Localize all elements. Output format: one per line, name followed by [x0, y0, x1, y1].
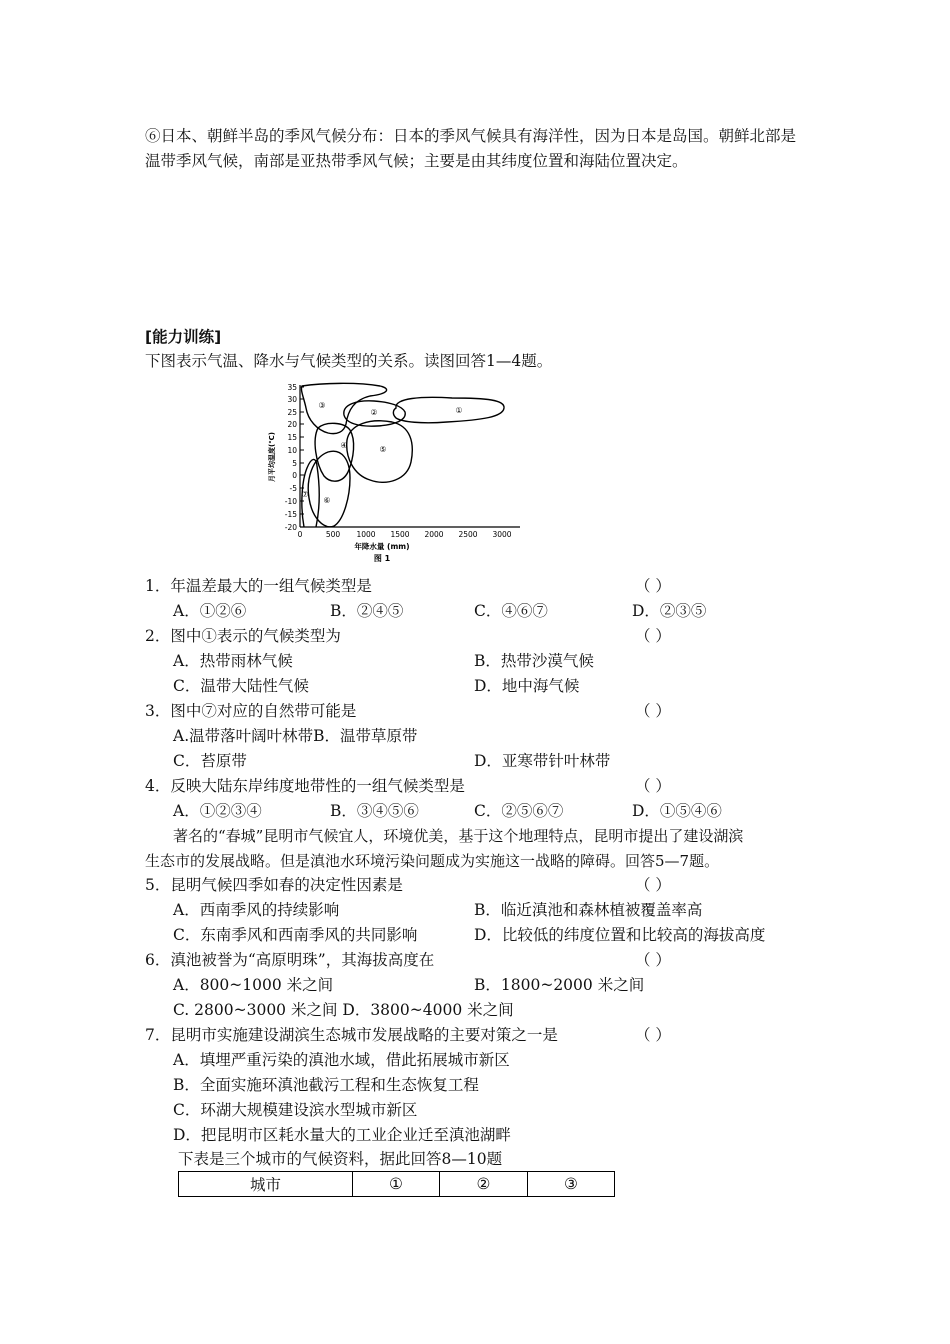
question-2-option-a: A．热带雨林气候: [173, 652, 293, 670]
kunming-passage-line-2: 生态市的发展战略。但是滇池水环境污染问题成为实施这一战略的障碍。回答5—7题。: [145, 852, 720, 870]
question-6-option-a: A．800~1000 米之间: [173, 976, 334, 994]
figure-caption: 图 1: [373, 554, 391, 563]
region-6-label: ⑥: [323, 496, 331, 505]
question-1-option-a: A．①②⑥: [173, 602, 247, 620]
question-7-option-c: C．环湖大规模建设滨水型城市新区: [173, 1101, 418, 1119]
y-tick-label: -20: [284, 523, 297, 532]
question-4-stem: 4．反映大陆东岸纬度地带性的一组气候类型是: [145, 777, 465, 795]
question-1-option-c: C．④⑥⑦: [474, 602, 548, 620]
question-5-option-b: B．临近滇池和森林植被覆盖率高: [474, 901, 703, 919]
question-5-option-a: A．西南季风的持续影响: [173, 901, 340, 919]
x-tick-label: 3000: [492, 530, 512, 539]
question-1-stem: 1．年温差最大的一组气候类型是: [145, 577, 372, 595]
question-1-option-b: B．②④⑤: [330, 602, 404, 620]
section-title: [能力训练]: [145, 328, 222, 346]
question-6-option-b: B．1800~2000 米之间: [474, 976, 645, 994]
question-5-option-c: C．东南季风和西南季风的共同影响: [173, 926, 418, 944]
question-4-option-a: A．①②③④: [173, 802, 262, 820]
y-axis-label: 月平均温度(℃): [268, 432, 276, 482]
table-header-row: [179, 1172, 615, 1197]
answer-bracket: （ ）: [635, 951, 671, 969]
question-3-option-d: D．亚寒带针叶林带: [474, 752, 611, 770]
answer-bracket: （ ）: [635, 577, 671, 595]
answer-bracket: （ ）: [635, 1026, 671, 1044]
y-tick-label: 20: [287, 420, 297, 429]
y-tick-label: 15: [287, 433, 297, 442]
region-4-label: ④: [340, 441, 348, 450]
question-5-stem: 5．昆明气候四季如春的决定性因素是: [145, 876, 403, 894]
answer-bracket: （ ）: [635, 777, 671, 795]
question-4-option-c: C．②⑤⑥⑦: [474, 802, 564, 820]
answer-bracket: （ ）: [635, 702, 671, 720]
region-1-label: ①: [455, 406, 463, 415]
question-7-stem: 7．昆明市实施建设湖滨生态城市发展战略的主要对策之一是: [145, 1026, 558, 1044]
question-3-stem: 3．图中⑦对应的自然带可能是: [145, 702, 357, 720]
question-3-option-ab: A.温带落叶阔叶林带B．温带草原带: [173, 727, 418, 745]
y-tick-label: 0: [292, 471, 297, 480]
y-tick-label: -5: [289, 484, 297, 493]
y-tick-label: 5: [292, 459, 297, 468]
question-3-option-c: C．苔原带: [173, 752, 247, 770]
kunming-passage-line-1: 著名的“春城”昆明市气候宜人，环境优美，基于这个地理特点，昆明市提出了建设湖滨: [173, 827, 744, 845]
x-tick-label: 0: [297, 530, 303, 539]
region-5-label: ⑤: [379, 445, 387, 454]
y-tick-label: 10: [287, 446, 297, 455]
question-1-option-d: D．②③⑤: [632, 602, 707, 620]
x-tick-label: 2000: [424, 530, 444, 539]
region-3-label: ③: [318, 401, 326, 410]
answer-bracket: （ ）: [635, 876, 671, 894]
question-7-option-b: B．全面实施环滇池截污工程和生态恢复工程: [173, 1076, 479, 1094]
question-7-option-a: A．填埋严重污染的滇池水域，借此拓展城市新区: [173, 1051, 510, 1069]
y-tick-label: -15: [284, 510, 297, 519]
question-2-option-b: B．热带沙漠气候: [474, 652, 594, 670]
question-2-option-c: C．温带大陆性气候: [173, 677, 309, 695]
question-6-stem: 6．滇池被誉为“高原明珠”，其海拔高度在: [145, 951, 435, 969]
region-2-label: ②: [370, 408, 378, 417]
table-intro: 下表是三个城市的气候资料，据此回答8—10题: [178, 1150, 503, 1168]
table-header-cell: 城市: [179, 1172, 353, 1197]
table-header-cell: ③: [528, 1172, 615, 1197]
x-tick-label: 1000: [356, 530, 376, 539]
question-4-option-d: D．①⑤④⑥: [632, 802, 722, 820]
region-6-outline: [308, 451, 350, 527]
x-tick-label: 2500: [458, 530, 478, 539]
y-tick-label: 30: [287, 395, 297, 404]
x-tick-label: 1500: [390, 530, 410, 539]
intro-paragraph: ⑥日本、朝鲜半岛的季风气候分布：日本的季风气候具有海洋性，因为日本是岛国。朝鲜北部是温带季风气候，南部是亚热带季风气候；主要是由其纬度位置和海陆位置决定。: [145, 127, 797, 170]
table-header-cell: ②: [440, 1172, 528, 1197]
climate-figure: [262, 380, 532, 566]
question-6-option-cd: C. 2800~3000 米之间 D．3800~4000 米之间: [173, 1001, 514, 1019]
question-4-option-b: B．③④⑤⑥: [330, 802, 419, 820]
x-tick-label: 500: [325, 530, 341, 539]
figure-axes: [300, 385, 520, 527]
answer-bracket: （ ）: [635, 627, 671, 645]
question-7-option-d: D．把昆明市区耗水量大的工业企业迁至滇池湖畔: [173, 1126, 511, 1144]
question-2-stem: 2．图中①表示的气候类型为: [145, 627, 341, 645]
region-7-label: ⑦: [301, 490, 309, 499]
climate-table: [178, 1171, 615, 1197]
y-tick-label: 25: [287, 408, 297, 417]
table-header-cell: ①: [353, 1172, 440, 1197]
question-5-option-d: D．比较低的纬度位置和比较高的海拔高度: [474, 926, 766, 944]
y-tick-label: 35: [287, 383, 297, 392]
region-1-outline: [393, 397, 504, 422]
y-tick-label: -10: [284, 497, 297, 506]
figure-intro: 下图表示气温、降水与气候类型的关系。读图回答1—4题。: [145, 352, 553, 370]
x-axis-label: 年降水量 (mm): [354, 542, 410, 551]
question-2-option-d: D．地中海气候: [474, 677, 580, 695]
